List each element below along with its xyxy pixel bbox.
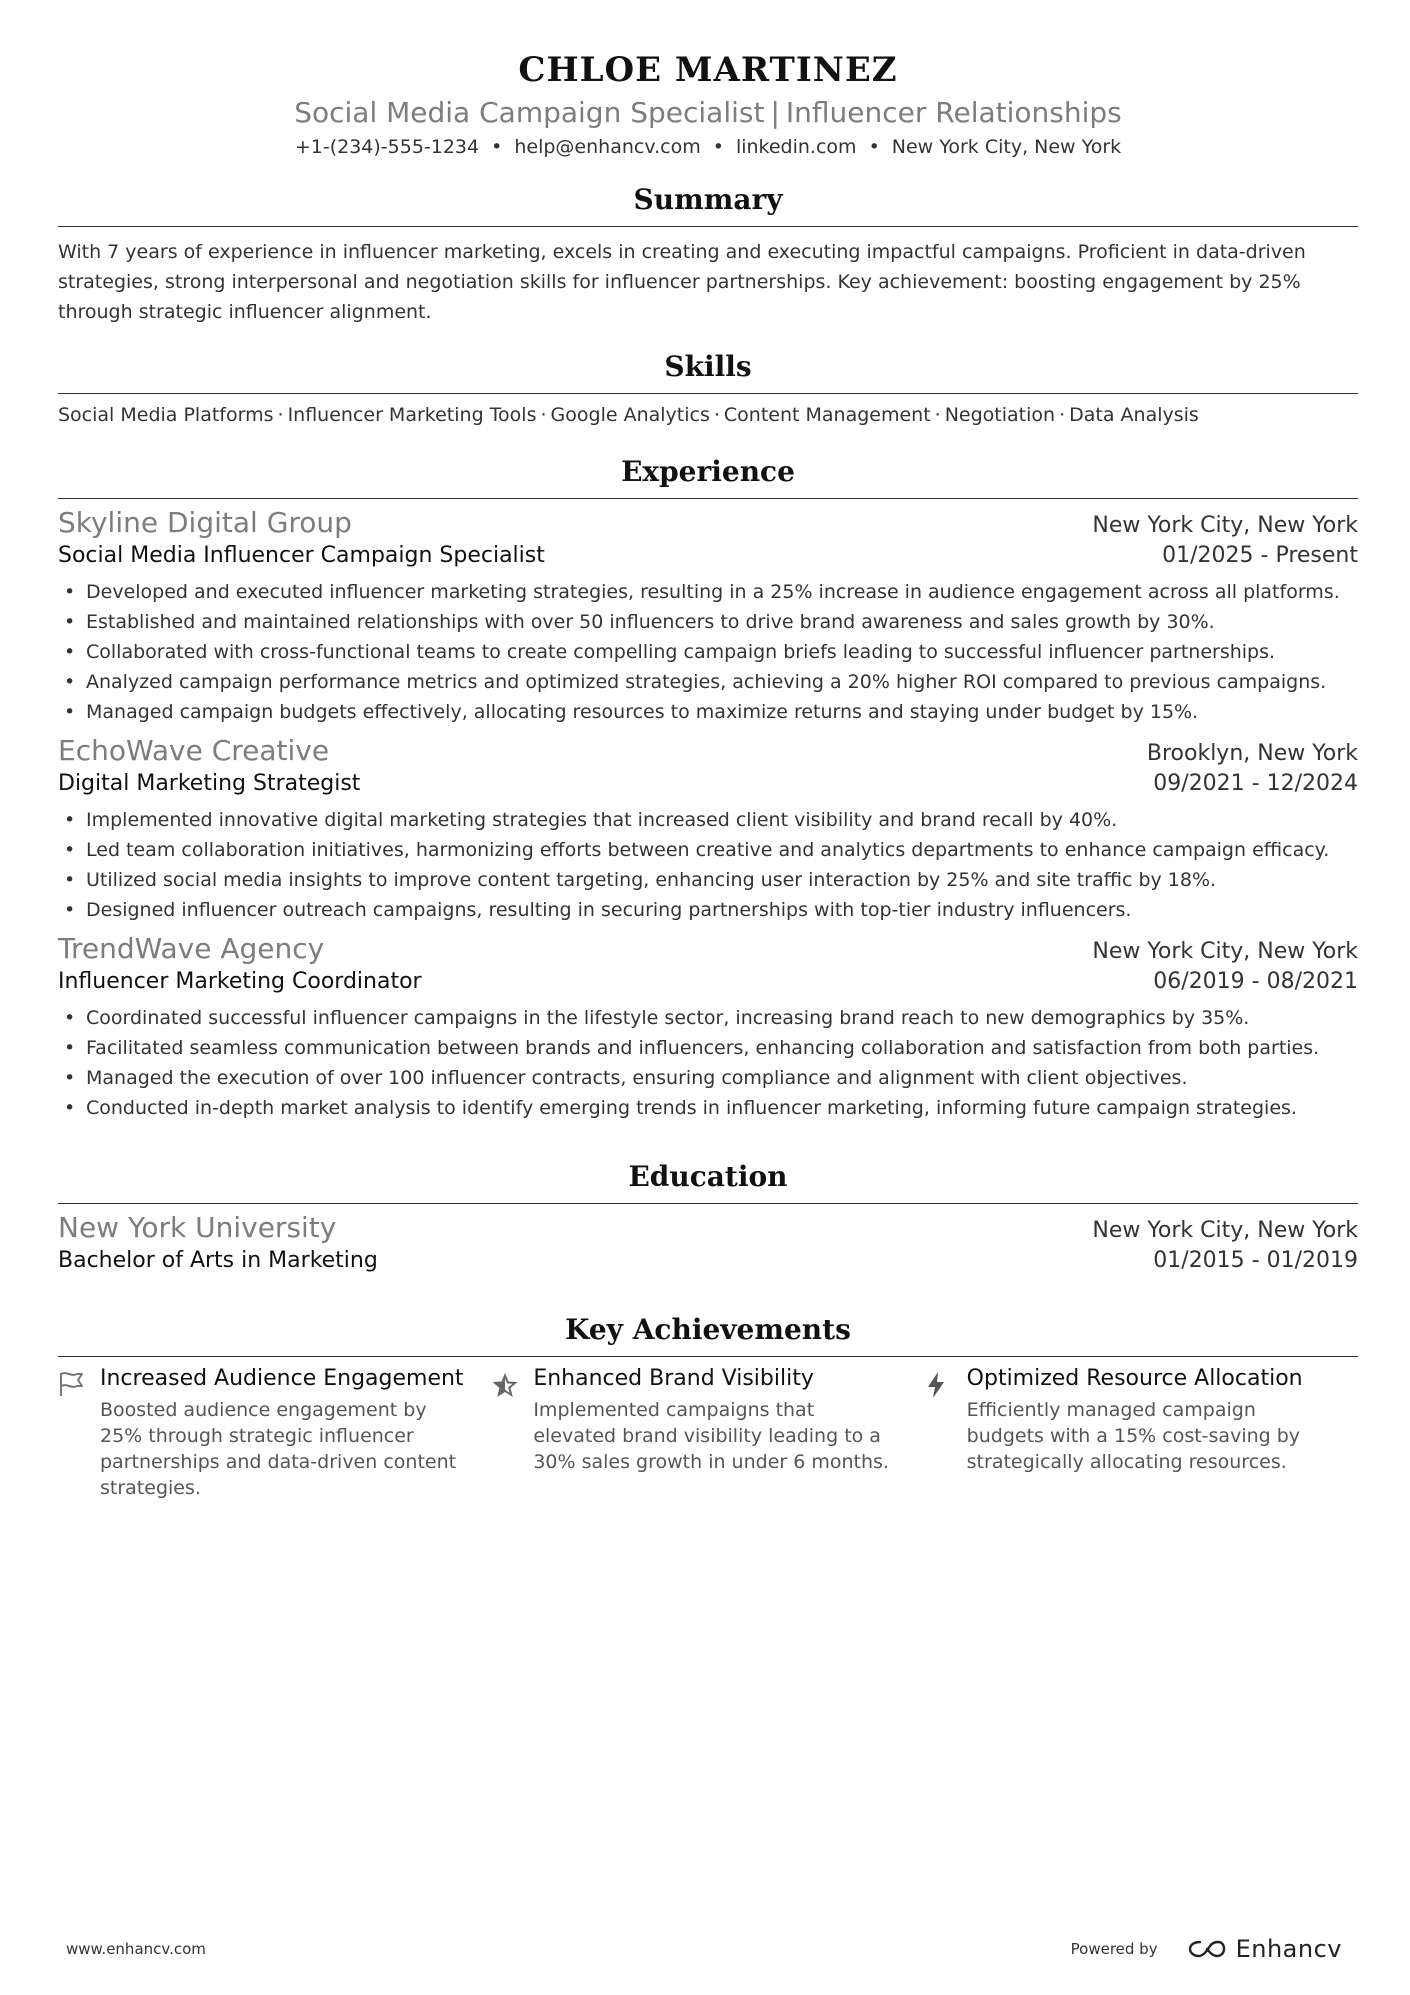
education-dates: 01/2015 - 01/2019	[1153, 1248, 1358, 1273]
contact-location: New York City, New York	[891, 136, 1122, 158]
summary-section	[58, 182, 1358, 327]
skill-separator: ·	[713, 404, 720, 426]
job-bullets	[58, 1003, 1358, 1123]
education-section	[58, 1159, 1358, 1276]
achievements-grid	[58, 1365, 1358, 1501]
candidate-name: CHLOE MARTINEZ	[518, 50, 898, 90]
contact-linkedin[interactable]: linkedin.com	[735, 136, 857, 158]
job-title: Digital Marketing Strategist	[58, 771, 361, 796]
skill-item: Social Media Platforms	[58, 404, 274, 426]
headline-subtitle: Influencer Relationships	[785, 96, 1122, 129]
skill-separator: ·	[540, 404, 547, 426]
achievement-description: Implemented campaigns that elevated brand visibility leading to a 30% sales growth in under 6 months.	[533, 1399, 889, 1473]
skill-item: Influencer Marketing Tools	[287, 404, 537, 426]
lightning-icon	[925, 1365, 967, 1501]
company-name: Skyline Digital Group	[58, 506, 352, 539]
job-title: Social Media Influencer Campaign Specialist	[58, 543, 545, 568]
job-bullet: • Conducted in-depth market analysis to identify emerging trends in influencer marketing, informing future campaign strategies.	[58, 1093, 1358, 1123]
skill-item: Content Management	[723, 404, 931, 426]
job-location: New York City, New York	[1092, 513, 1358, 538]
brand-name: Enhancv	[1235, 1935, 1342, 1963]
company-name: TrendWave Agency	[58, 932, 325, 965]
contact-phone[interactable]: +1-(234)-555-1234	[294, 136, 480, 158]
contact-separator: •	[491, 136, 503, 158]
experience-title: Experience	[58, 454, 1358, 499]
contact-line	[58, 134, 1358, 160]
headline	[58, 94, 1358, 132]
achievement-item	[491, 1365, 924, 1501]
degree: Bachelor of Arts in Marketing	[58, 1248, 378, 1273]
headline-title: Social Media Campaign Specialist	[294, 96, 765, 129]
job-bullet: • Designed influencer outreach campaigns, resulting in securing partnerships with top-tier industry influencers.	[58, 895, 1358, 925]
skill-item: Negotiation	[944, 404, 1056, 426]
skill-item: Data Analysis	[1069, 404, 1199, 426]
job-dates: 01/2025 - Present	[1162, 543, 1358, 568]
achievement-title: Optimized Resource Allocation	[966, 1366, 1303, 1391]
skills-list	[58, 400, 1358, 430]
achievement-title: Increased Audience Engagement	[100, 1366, 464, 1391]
job-bullet: • Implemented innovative digital marketing strategies that increased client visibility and brand recall by 40%.	[58, 805, 1358, 835]
skills-section	[58, 349, 1358, 430]
contact-email[interactable]: help@enhancv.com	[514, 136, 701, 158]
job-bullet: • Established and maintained relationships with over 50 influencers to drive brand awareness and sales growth by 30%.	[58, 607, 1358, 637]
education-entry	[58, 1210, 1358, 1276]
skill-separator: ·	[277, 404, 284, 426]
headline-separator: |	[770, 96, 780, 129]
footer-url[interactable]: www.enhancv.com	[66, 1940, 206, 1958]
job-bullets	[58, 577, 1358, 727]
powered-by-label: Powered by	[1070, 1940, 1158, 1958]
school-location: New York City, New York	[1092, 1218, 1358, 1243]
contact-separator: •	[712, 136, 724, 158]
achievement-description: Boosted audience engagement by 25% through strategic influencer partnerships and data-driven content strategies.	[100, 1399, 457, 1499]
experience-entry	[58, 505, 1358, 727]
skill-separator: ·	[1059, 404, 1066, 426]
achievements-title: Key Achievements	[58, 1312, 1358, 1357]
job-bullet: • Managed the execution of over 100 influencer contracts, ensuring compliance and alignment with client objectives.	[58, 1063, 1358, 1093]
powered-by	[1071, 1935, 1342, 1963]
contact-separator: •	[868, 136, 880, 158]
job-bullets	[58, 805, 1358, 925]
enhancv-logo-icon	[1186, 1938, 1228, 1960]
job-bullet: • Managed campaign budgets effectively, allocating resources to maximize returns and staying under budget by 15%.	[58, 697, 1358, 727]
job-dates: 06/2019 - 08/2021	[1153, 969, 1358, 994]
education-title: Education	[58, 1159, 1358, 1204]
resume-header	[58, 0, 1358, 160]
experience-entry	[58, 931, 1358, 1123]
experience-entry	[58, 733, 1358, 925]
job-bullet: • Collaborated with cross-functional teams to create compelling campaign briefs leading to successful influencer partnerships.	[58, 637, 1358, 667]
job-location: New York City, New York	[1092, 939, 1358, 964]
skill-item: Google Analytics	[550, 404, 710, 426]
company-name: EchoWave Creative	[58, 734, 330, 767]
school-name: New York University	[58, 1211, 337, 1244]
resume-page	[58, 0, 1358, 1995]
job-title: Influencer Marketing Coordinator	[58, 969, 422, 994]
job-bullet: • Led team collaboration initiatives, harmonizing efforts between creative and analytics departments to enhance campaign efficacy.	[58, 835, 1358, 865]
achievements-section	[58, 1312, 1358, 1501]
experience-section	[58, 454, 1358, 1123]
achievement-item	[58, 1365, 491, 1501]
achievement-item	[925, 1365, 1358, 1501]
summary-text: With 7 years of experience in influencer marketing, excels in creating and executing impactful campaigns. Proficient in data-driven strategies, strong interpersonal and negotiation skills for influencer partnerships. Key achievement: boosting engagement by 25% through strategic influencer alignment.	[58, 241, 1306, 323]
skills-title: Skills	[58, 349, 1358, 394]
flag-icon	[58, 1365, 100, 1501]
brand-logo[interactable]	[1186, 1935, 1342, 1963]
footer	[58, 1935, 1342, 1963]
job-dates: 09/2021 - 12/2024	[1153, 771, 1358, 796]
job-bullet: • Utilized social media insights to improve content targeting, enhancing user interaction by 25% and site traffic by 18%.	[58, 865, 1358, 895]
skill-separator: ·	[934, 404, 941, 426]
job-bullet: • Coordinated successful influencer campaigns in the lifestyle sector, increasing brand reach to new demographics by 35%.	[58, 1003, 1358, 1033]
summary-title: Summary	[58, 182, 1358, 227]
achievement-title: Enhanced Brand Visibility	[533, 1366, 814, 1391]
achievement-description: Efficiently managed campaign budgets with a 15% cost-saving by strategically allocating resources.	[966, 1399, 1301, 1473]
job-bullet: • Analyzed campaign performance metrics and optimized strategies, achieving a 20% higher ROI compared to previous campaigns.	[58, 667, 1358, 697]
job-location: Brooklyn, New York	[1146, 741, 1358, 766]
job-bullet: • Developed and executed influencer marketing strategies, resulting in a 25% increase in audience engagement across all platforms.	[58, 577, 1358, 607]
job-bullet: • Facilitated seamless communication between brands and influencers, enhancing collaboration and satisfaction from both parties.	[58, 1033, 1358, 1063]
star-icon	[491, 1365, 533, 1501]
